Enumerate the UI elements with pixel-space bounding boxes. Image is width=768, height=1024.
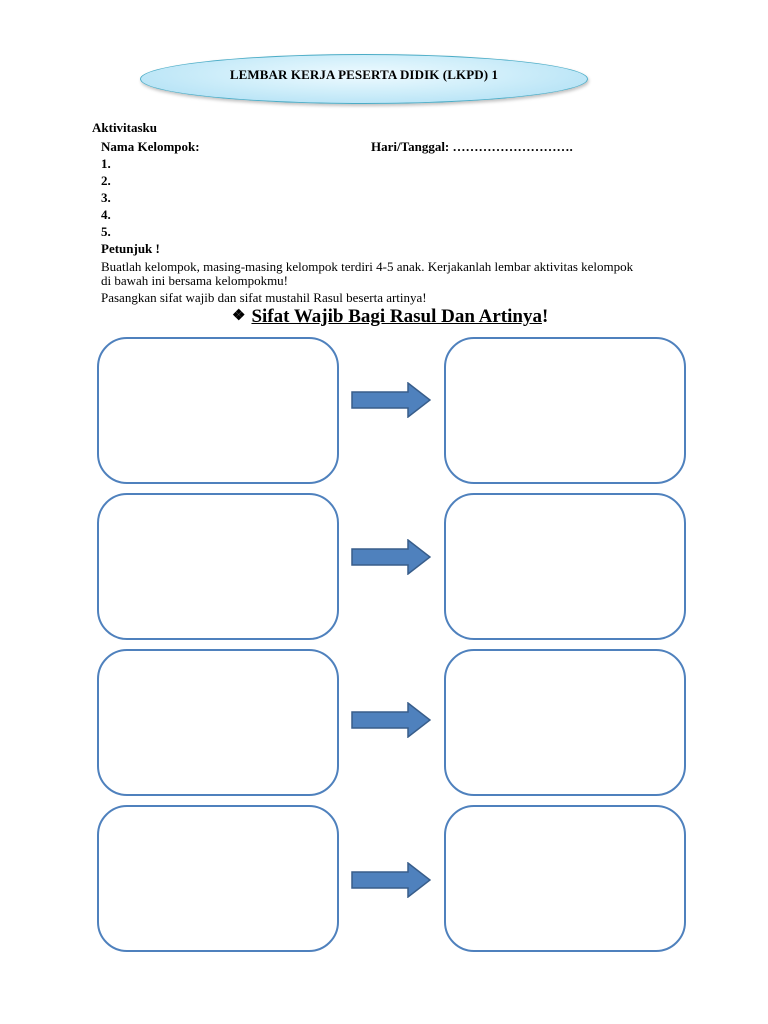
worksheet-title: LEMBAR KERJA PESERTA DIDIK (LKPD) 1 xyxy=(229,67,499,82)
date-label: Hari/Tanggal: ………………………. xyxy=(371,139,573,154)
left-answer-box-3[interactable] xyxy=(97,649,339,796)
instruction-line-2: Pasangkan sifat wajib dan sifat mustahil Rasul beserta artinya! xyxy=(101,290,427,305)
right-answer-box-1[interactable] xyxy=(444,337,686,484)
arrow-right-icon xyxy=(351,539,431,575)
section-title-text: Sifat Wajib Bagi Rasul Dan Artinya xyxy=(251,306,542,327)
arrow-right-icon xyxy=(351,862,431,898)
right-answer-box-3[interactable] xyxy=(444,649,686,796)
section-title xyxy=(232,306,548,328)
member-number-4: 4. xyxy=(101,207,111,222)
arrow-right-icon xyxy=(351,702,431,738)
arrow-right-icon xyxy=(351,382,431,418)
right-answer-box-4[interactable] xyxy=(444,805,686,952)
title-banner xyxy=(140,54,588,104)
group-name-label: Nama Kelompok: xyxy=(101,139,200,154)
left-answer-box-4[interactable] xyxy=(97,805,339,952)
activity-heading: Aktivitasku xyxy=(92,120,158,135)
diamond-bullet-icon: ❖ xyxy=(232,308,246,324)
instructions-heading: Petunjuk ! xyxy=(101,241,160,256)
member-number-2: 2. xyxy=(101,173,111,188)
member-number-5: 5. xyxy=(101,224,111,239)
member-number-3: 3. xyxy=(101,190,111,205)
right-answer-box-2[interactable] xyxy=(444,493,686,640)
left-answer-box-2[interactable] xyxy=(97,493,339,640)
instruction-line-1a: Buatlah kelompok, masing-masing kelompok terdiri 4-5 anak. Kerjakanlah lembar aktivitas kelompok xyxy=(101,259,634,274)
section-title-suffix: ! xyxy=(541,306,549,327)
left-answer-box-1[interactable] xyxy=(97,337,339,484)
instruction-line-1b: di bawah ini bersama kelompokmu! xyxy=(101,273,289,288)
member-number-1: 1. xyxy=(101,156,111,171)
